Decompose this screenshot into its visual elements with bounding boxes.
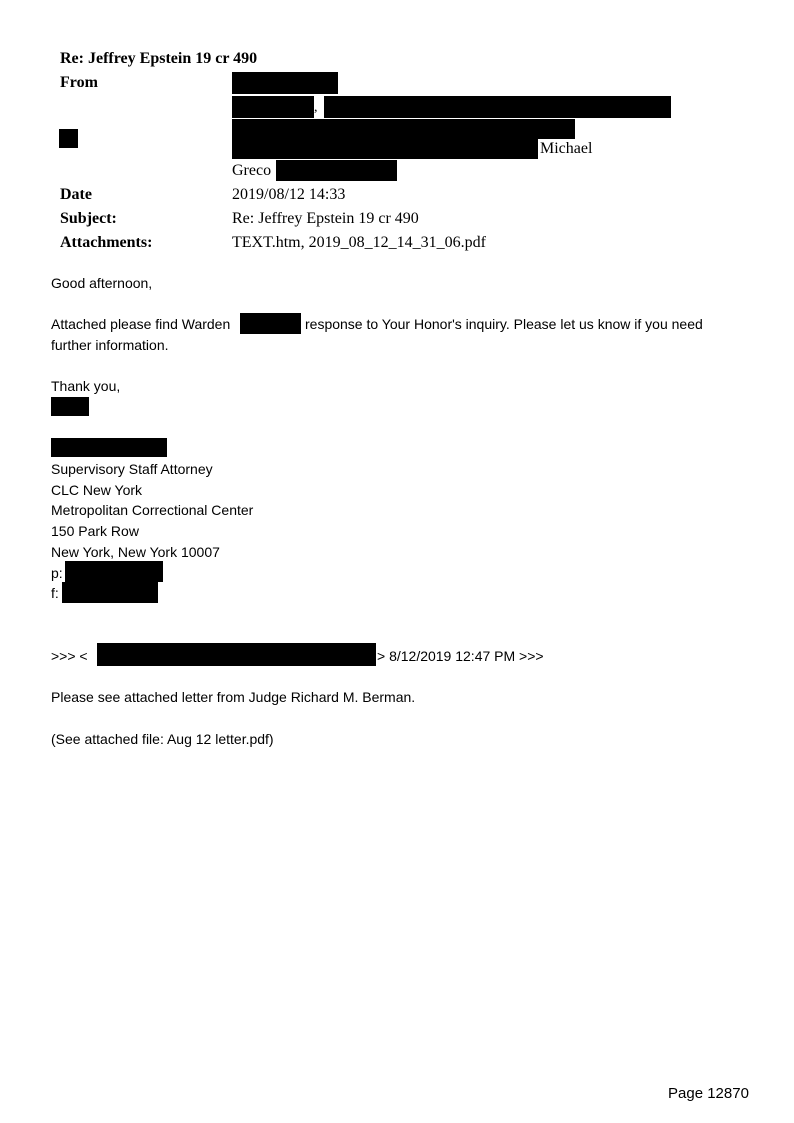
redaction-quoted-sender [97, 643, 376, 666]
email-title: Re: Jeffrey Epstein 19 cr 490 [60, 50, 258, 67]
redaction-fax [62, 582, 158, 603]
redaction-signature-name [51, 438, 167, 457]
quoted-timestamp: > 8/12/2019 12:47 PM >>> [377, 648, 544, 664]
from-label: From [60, 74, 98, 91]
redaction-from-name [232, 72, 338, 94]
redaction-from-line3 [232, 119, 575, 139]
redaction-from-line5 [276, 160, 397, 181]
page-number: Page 12870 [668, 1085, 749, 1102]
attachments-label: Attachments: [60, 234, 153, 251]
signature-facility: Metropolitan Correctional Center [51, 502, 254, 518]
date-value: 2019/08/12 14:33 [232, 186, 346, 203]
from-name-greco: Greco [232, 162, 272, 179]
quoted-prefix: >>> < [51, 648, 88, 664]
redaction-from-line4 [232, 139, 538, 159]
subject-label: Subject: [60, 210, 117, 227]
greeting: Good afternoon, [51, 275, 153, 291]
quoted-attachment-note: (See attached file: Aug 12 letter.pdf) [51, 731, 274, 747]
subject-value: Re: Jeffrey Epstein 19 cr 490 [232, 210, 419, 227]
redaction-from-line2b [324, 96, 671, 118]
redaction-phone [65, 561, 163, 582]
from-name-michael: Michael [540, 140, 593, 157]
fax-label: f: [51, 585, 59, 601]
signature-title: Supervisory Staff Attorney [51, 461, 213, 477]
redaction-warden-name [240, 313, 301, 334]
signature-org: CLC New York [51, 482, 143, 498]
phone-label: p: [51, 565, 63, 581]
from-comma: , [314, 100, 318, 115]
attachments-value: TEXT.htm, 2019_08_12_14_31_06.pdf [232, 234, 486, 251]
body-para1-end: further information. [51, 337, 169, 353]
body-para1-start: Attached please find Warden [51, 316, 231, 332]
redaction-small-box [59, 129, 78, 148]
body-para1-middle: response to Your Honor's inquiry. Please let us know if you need [305, 316, 703, 332]
redaction-sender-short [51, 397, 89, 416]
quoted-line1: Please see attached letter from Judge Richard M. Berman. [51, 689, 416, 705]
closing-thanks: Thank you, [51, 378, 121, 394]
redaction-from-line2a [232, 96, 314, 118]
signature-city: New York, New York 10007 [51, 544, 220, 560]
date-label: Date [60, 186, 92, 203]
signature-street: 150 Park Row [51, 523, 139, 539]
